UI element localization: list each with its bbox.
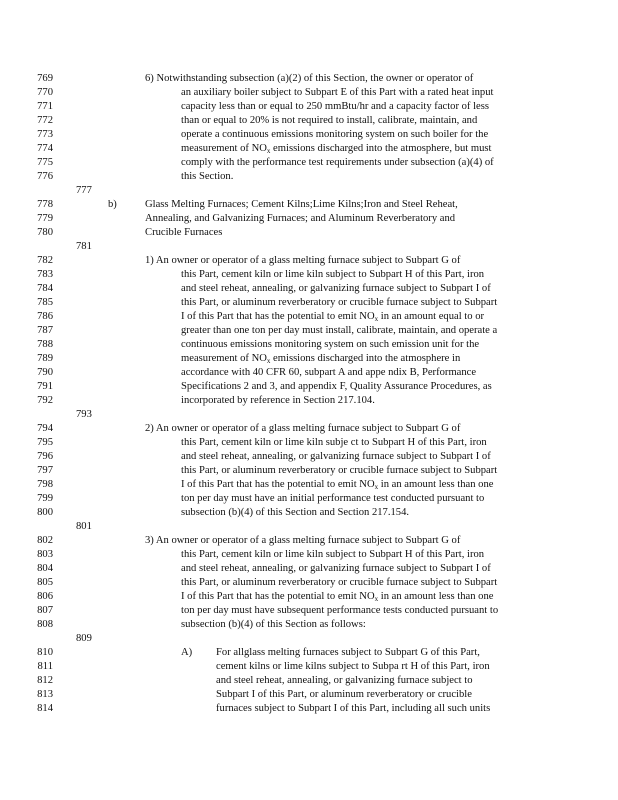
line-number: 800 — [37, 507, 53, 518]
text-line: than or equal to 20% is not required to install, calibrate, maintain, and — [181, 115, 478, 126]
text-line: an auxiliary boiler subject to Subpart E of this Part with a rated heat input — [181, 87, 494, 98]
line-number: 790 — [37, 367, 53, 378]
line-number: 809 — [76, 633, 92, 644]
text-line: incorporated by reference in Section 217.104. — [181, 395, 375, 406]
text-line: accordance with 40 CFR 60, subpart A and appe ndix B, Performance — [181, 367, 477, 378]
line-number: 773 — [37, 129, 53, 140]
text-line: Annealing, and Galvanizing Furnaces; and Aluminum Reverberatory and — [145, 213, 456, 224]
line-number: 769 — [37, 73, 53, 84]
text-line: 1) An owner or operator of a glass melting furnace subject to Subpart G of — [145, 255, 461, 266]
line-number: 812 — [37, 675, 53, 686]
line-number: 798 — [37, 479, 53, 490]
line-number: 808 — [37, 619, 53, 630]
line-number: 785 — [37, 297, 53, 308]
line-number: 778 — [37, 199, 53, 210]
text-line: I of this Part that has the potential to emit $NO_x$ in an amount equal to or — [181, 311, 485, 323]
section-label: b) — [108, 199, 117, 210]
line-number: 781 — [76, 241, 92, 252]
line-number: 810 — [37, 647, 53, 658]
text-line: subsection (b)(4) of this Section and Section 217.154. — [181, 507, 410, 518]
line-number: 807 — [37, 605, 53, 616]
text-line: this Part, cement kiln or lime kiln subje ct to Subpart H of this Part, iron — [181, 437, 487, 448]
line-number: 806 — [37, 591, 53, 602]
line-number: 780 — [37, 227, 53, 238]
text-line: Glass Melting Furnaces; Cement Kilns;Lime Kilns;Iron and Steel Reheat, — [145, 199, 458, 210]
text-line: I of this Part that has the potential to emit $NO_x$ in an amount less than one — [181, 479, 494, 491]
text-line: For allglass melting furnaces subject to Subpart G of this Part, — [216, 647, 480, 658]
line-number: 772 — [37, 115, 53, 126]
text-line: this Section. — [181, 171, 234, 182]
text-line: cement kilns or lime kilns subject to Subpa rt H of this Part, iron — [216, 661, 490, 672]
line-number: 797 — [37, 465, 53, 476]
text-line: ton per day must have subsequent performance tests conducted pursuant to — [181, 605, 499, 616]
line-number: 796 — [37, 451, 53, 462]
text-line: furnaces subject to Subpart I of this Part, including all such units — [216, 703, 491, 714]
line-number: 794 — [37, 423, 53, 434]
text-line: Subpart I of this Part, or aluminum reverberatory or crucible — [216, 689, 472, 700]
line-number: 813 — [37, 689, 53, 700]
text-line: capacity less than or equal to 250 mmBtu/hr and a capacity factor of less — [181, 101, 489, 112]
line-number: 779 — [37, 213, 53, 224]
text-line: 3) An owner or operator of a glass melting furnace subject to Subpart G of — [145, 535, 461, 546]
section-label: A) — [181, 647, 193, 658]
text-line: measurement of $NO_x$ emissions discharged into the atmosphere, but must — [181, 143, 492, 155]
line-number: 787 — [37, 325, 53, 336]
text-line: Specifications 2 and 3, and appendix F, Quality Assurance Procedures, as — [181, 381, 492, 392]
line-number: 801 — [76, 521, 92, 532]
text-line: subsection (b)(4) of this Section as follows: — [181, 619, 366, 630]
line-number: 814 — [37, 703, 53, 714]
text-line: Crucible Furnaces — [145, 227, 223, 238]
text-line: I of this Part that has the potential to emit $NO_x$ in an amount less than one — [181, 591, 494, 603]
text-line: 2) An owner or operator of a glass melting furnace subject to Subpart G of — [145, 423, 461, 434]
line-number: 784 — [37, 283, 53, 294]
line-number: 777 — [76, 185, 92, 196]
text-line: comply with the performance test requirements under subsection (a)(4) of — [181, 157, 494, 168]
text-line: ton per day must have an initial performance test conducted pursuant to — [181, 493, 485, 504]
line-number: 774 — [37, 143, 53, 154]
text-line: and steel reheat, annealing, or galvanizing furnace subject to — [216, 675, 473, 686]
text-line: this Part, or aluminum reverberatory or crucible furnace subject to Subpart — [181, 297, 498, 308]
text-line: this Part, cement kiln or lime kiln subject to Subpart H of this Part, iron — [181, 549, 485, 560]
text-line: greater than one ton per day must install, calibrate, maintain, and operate a — [181, 325, 498, 336]
line-number: 803 — [37, 549, 53, 560]
line-number: 788 — [37, 339, 53, 350]
text-line: continuous emissions monitoring system on such emission unit for the — [181, 339, 480, 350]
line-number: 776 — [37, 171, 53, 182]
line-number: 782 — [37, 255, 53, 266]
text-line: this Part, or aluminum reverberatory or crucible furnace subject to Subpart — [181, 577, 498, 588]
line-number: 789 — [37, 353, 53, 364]
text-line: operate a continuous emissions monitoring system on such boiler for the — [181, 129, 489, 140]
line-number: 804 — [37, 563, 53, 574]
text-line: this Part, or aluminum reverberatory or crucible furnace subject to Subpart — [181, 465, 498, 476]
text-line: and steel reheat, annealing, or galvanizing furnace subject to Subpart I of — [181, 451, 491, 462]
line-number: 770 — [37, 87, 53, 98]
text-line: and steel reheat, annealing, or galvanizing furnace subject to Subpart I of — [181, 283, 491, 294]
line-number: 793 — [76, 409, 92, 420]
text-line: and steel reheat, annealing, or galvanizing furnace subject to Subpart I of — [181, 563, 491, 574]
line-number: 795 — [37, 437, 53, 448]
line-number: 802 — [37, 535, 53, 546]
line-number: 775 — [37, 157, 53, 168]
line-number: 783 — [37, 269, 53, 280]
text-line: this Part, cement kiln or lime kiln subject to Subpart H of this Part, iron — [181, 269, 485, 280]
line-number: 811 — [37, 661, 53, 672]
text-line: measurement of $NO_x$ emissions discharged into the atmosphere in — [181, 353, 461, 365]
line-number: 805 — [37, 577, 53, 588]
text-line: 6) Notwithstanding subsection (a)(2) of this Section, the owner or operator of — [145, 73, 474, 84]
line-number: 792 — [37, 395, 53, 406]
line-number: 791 — [37, 381, 53, 392]
line-number: 786 — [37, 311, 53, 322]
line-number: 799 — [37, 493, 53, 504]
line-number: 771 — [37, 101, 53, 112]
